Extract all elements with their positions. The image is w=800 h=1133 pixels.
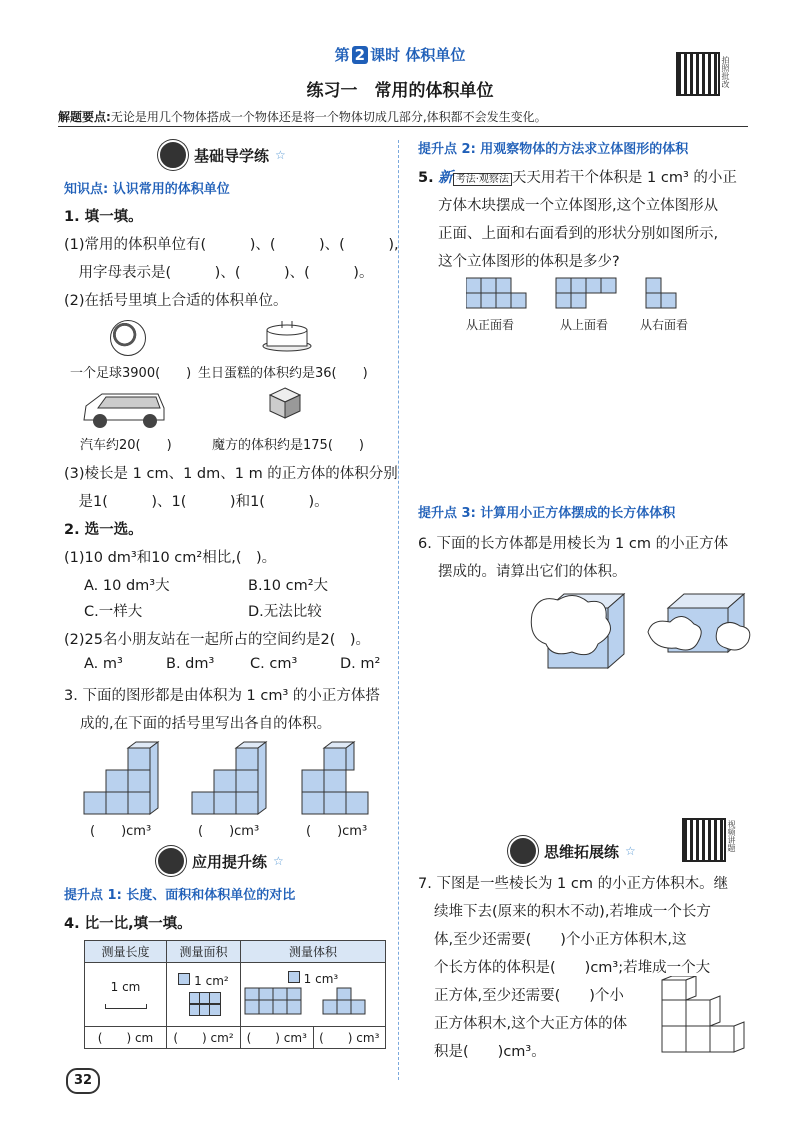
q3-line2: 成的,在下面的括号里写出各自的体积。 — [80, 716, 332, 732]
improvement-point-1: 提升点 1: 长度、面积和体积单位的对比 — [64, 888, 296, 903]
answer-length: ( ) cm — [85, 1027, 167, 1049]
q2-part2: (2)25名小朋友站在一起所占的空间约是2( )。 — [64, 632, 371, 648]
q1-part1a: (1)常用的体积单位有( )、( )、( ), — [64, 237, 399, 253]
q2-part1: (1)10 dm³和10 cm²相比,( )。 — [64, 550, 277, 566]
section-extend — [508, 836, 636, 866]
q5-line4: 这个立体图形的体积是多少? — [438, 254, 620, 270]
soccer-ball-image — [110, 320, 146, 356]
q1-rubik-label: 魔方的体积约是175( ) — [212, 438, 364, 453]
unit-cube-icon — [288, 971, 300, 983]
area-label: 1 cm² — [194, 974, 229, 988]
answer-volume-b: ( ) cm³ — [313, 1027, 386, 1049]
q3-block-figures — [80, 740, 380, 816]
page-title: 练习一 常用的体积单位 — [306, 81, 494, 101]
view-front-label: 从正面看 — [466, 318, 515, 332]
section-apply-title: 应用提升练 — [192, 852, 268, 871]
q5-new-tag: 新 — [438, 170, 453, 186]
q7-line4: 个长方体的体积是( )cm³;若堆成一个大 — [434, 960, 711, 976]
lesson-suffix: 课时 体积单位 — [370, 46, 466, 64]
right-view — [646, 278, 676, 308]
col-area: 测量面积 — [167, 941, 241, 963]
section-basic-title: 基础导学练 — [194, 146, 270, 165]
knowledge-point-1: 知识点: 认识常用的体积单位 — [64, 182, 230, 197]
q2-2-option-a: A. m³ — [84, 656, 123, 672]
q3-figure-3 — [302, 742, 368, 814]
lesson-prefix: 第 — [334, 46, 350, 64]
q1-part3b: 是1( )、1( )和1( )。 — [64, 494, 329, 510]
q2-2-option-d: D. m² — [340, 656, 381, 672]
improvement-point-3: 提升点 3: 计算用小正方体摆成的长方体体积 — [418, 506, 676, 521]
q4-measure-table — [84, 940, 386, 1049]
area-cell — [167, 963, 241, 1027]
answer-area: ( ) cm² — [167, 1027, 241, 1049]
q2-option-b: B.10 cm²大 — [248, 578, 329, 594]
q1-ball-label: 一个足球3900( ) — [70, 366, 192, 381]
q5-line2: 方体木块摆成一个立体图形,这个立体图形从 — [438, 198, 719, 214]
tips-line — [58, 108, 547, 125]
q7-line2: 续堆下去(原来的积木不动),若堆成一个长方 — [434, 904, 711, 920]
cake-image — [262, 318, 312, 352]
volume-cell — [241, 963, 386, 1027]
q1-part2: (2)在括号里填上合适的体积单位。 — [64, 293, 288, 309]
q2-option-a: A. 10 dm³大 — [84, 578, 170, 594]
q2-2-option-c: C. cm³ — [250, 656, 298, 672]
q3-answer-1: ( )cm³ — [90, 824, 152, 839]
q7-line3: 体,至少还需要( )个小正方体积木,这 — [434, 932, 687, 948]
column-divider — [398, 140, 399, 1080]
q2-option-c: C.一样大 — [84, 604, 143, 620]
volume-blocks — [243, 986, 383, 1016]
q1-cake-label: 生日蛋糕的体积约是36( ) — [198, 366, 368, 381]
qr-code-bottom[interactable] — [682, 818, 726, 862]
q5-line1: 天天用若干个体积是 1 cm³ 的小正 — [511, 170, 737, 186]
length-label: 1 cm — [110, 980, 141, 994]
qr-caption-bottom: 视频讲题 — [727, 820, 736, 852]
mascot-icon — [156, 846, 186, 876]
page-number: 32 — [66, 1068, 100, 1094]
q7-line1: 7. 下图是一些棱长为 1 cm 的小正方体积木。继 — [418, 876, 729, 892]
q5-method-tag: 考法·观察法 — [453, 173, 512, 186]
cuboid-1 — [531, 594, 624, 668]
q7-blocks-figure — [660, 976, 750, 1056]
q5-first-line — [418, 166, 737, 187]
q2-2-option-b: B. dm³ — [166, 656, 215, 672]
qr-caption-top: 拍照批改 — [721, 56, 730, 88]
tips-label: 解题要点: — [58, 110, 111, 124]
col-volume: 测量体积 — [241, 941, 386, 963]
section-basic — [158, 140, 286, 170]
star-icon: ☆ — [273, 854, 284, 868]
length-ruler — [105, 1004, 147, 1009]
q3-answer-2: ( )cm³ — [198, 824, 260, 839]
q6-line1: 6. 下面的长方体都是用棱长为 1 cm 的小正方体 — [418, 536, 729, 552]
top-view — [556, 278, 616, 308]
q7-line7: 积是( )cm³。 — [434, 1044, 546, 1060]
q5-number: 5. — [418, 170, 434, 186]
unit-square-icon — [178, 973, 190, 985]
volume-label: 1 cm³ — [303, 971, 339, 986]
area-grid — [189, 992, 219, 1016]
q6-line2: 摆成的。请算出它们的体积。 — [438, 564, 627, 580]
q2-title: 2. 选一选。 — [64, 522, 143, 538]
rubiks-cube-image — [268, 386, 302, 420]
q1-part1b: 用字母表示是( )、( )、( )。 — [64, 265, 374, 281]
section-extend-title: 思维拓展练 — [544, 842, 620, 861]
q3-line1: 3. 下面的图形都是由体积为 1 cm³ 的小正方体搭 — [64, 688, 380, 704]
q3-answer-3: ( )cm³ — [306, 824, 368, 839]
q2-option-d: D.无法比较 — [248, 604, 322, 620]
length-cell — [85, 963, 167, 1027]
star-icon: ☆ — [275, 148, 286, 162]
q7-line5: 正方体,至少还需要( )个小 — [434, 988, 624, 1004]
q6-cuboids — [528, 588, 758, 672]
tips-text: 无论是用几个物体搭成一个物体还是将一个物体切成几部分,体积都不会发生变化。 — [110, 110, 547, 124]
qr-code-top[interactable] — [676, 52, 720, 96]
q5-views — [466, 276, 696, 312]
q4-title: 4. 比一比,填一填。 — [64, 916, 192, 932]
star-icon: ☆ — [625, 844, 636, 858]
q1-part3a: (3)棱长是 1 cm、1 dm、1 m 的正方体的体积分别 — [64, 466, 398, 482]
col-length: 测量长度 — [85, 941, 167, 963]
q7-line6: 正方体积木,这个大正方体的体 — [434, 1016, 628, 1032]
q1-car-label: 汽车约20( ) — [80, 438, 172, 453]
view-right-label: 从右面看 — [640, 318, 689, 332]
car-image — [80, 388, 168, 430]
header-rule — [58, 126, 748, 127]
q3-figure-2 — [192, 742, 266, 814]
view-top-label: 从上面看 — [560, 318, 609, 332]
q3-figure-1 — [84, 742, 158, 814]
answer-volume-a: ( ) cm³ — [241, 1027, 314, 1049]
mascot-icon — [158, 140, 188, 170]
mascot-icon — [508, 836, 538, 866]
front-view — [466, 278, 526, 308]
section-apply — [156, 846, 284, 876]
improvement-point-2: 提升点 2: 用观察物体的方法求立体图形的体积 — [418, 142, 689, 157]
lesson-number: 2 — [352, 46, 368, 64]
cuboid-2 — [648, 594, 750, 652]
q5-line3: 正面、上面和右面看到的形状分别如图所示, — [438, 226, 719, 242]
q1-title: 1. 填一填。 — [64, 209, 143, 225]
